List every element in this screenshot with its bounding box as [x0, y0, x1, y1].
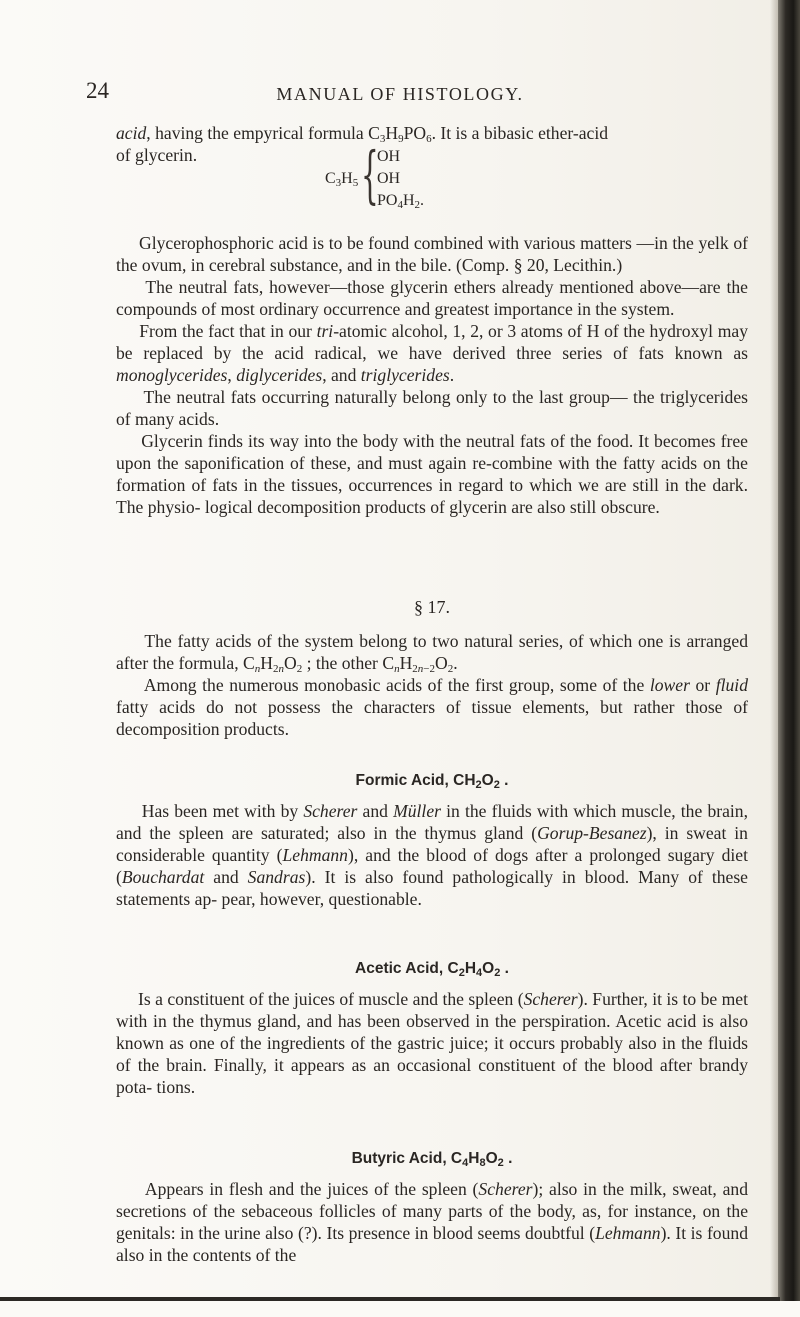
heading-formic-acid: Formic Acid, $CH_2O_2$ . [355, 772, 509, 791]
body-text-1: Glycerophosphoric acid is to be found combined with various matters —in the yelk of the ovum, in cerebral substance, and in the bile. (Comp. § 20, Lecithin.) The neutral fats, however—those glycerin ethers already mentioned above—are the compounds of most ordinary occurrence and greatest importance in the system. From the fact that in our tri-atomic alcohol, 1, 2, or 3 atoms of H of the hydroxyl may be replaced by the acid radical, we have derived three series of fats known as monoglycerides, diglycerides, and triglycerides. The neutral fats occurring naturally belong only to the last group— the triglycerides of many acids. Glycerin finds its way into the body with the neutral fats of the food. It becomes free upon the saponification of these, and must again re-combine with the fatty acids on the formation of fats in the tissues, occurrences in regard to which we are still in the dark. The physio- logical decomposition products of glycerin are also still obscure. [116, 233, 748, 517]
formula-row: OH [377, 170, 401, 187]
body-text-2: The fatty acids of the system belong to two natural series, of which one is arranged after the formula, $C_nH_{2n}O_2$ ; the other $C_nH_{2n-2}O_2$. Among the numerous monobasic acids of the first group, some of the lower or fluid fatty acids do not possess the characters of tissue elements, but rather those of decomposition products. [116, 631, 748, 739]
page-number: 24 [86, 78, 109, 103]
paragraph-butyric: Appears in flesh and the juices of the spleen (Scherer); also in the milk, sweat, and secretions of the sebaceous follicles of many parts of the body, as, for instance, on the genitals: in the urine also (?). Its presence in blood seems doubtful (Lehmann). It is found also in the contents of the [116, 1179, 748, 1265]
paragraph-intro: acid, having the empyrical formula $C_3H_9PO_6$. It is a bibasic ether-acid of glycerin. [116, 123, 609, 165]
heading-acetic-acid: Acetic Acid, $C_2H_4O_2$ . [355, 960, 509, 979]
section-number: § 17. [414, 597, 450, 617]
formula-row: $PO_4H_2$. [377, 192, 425, 211]
formula-radical: $C_3H_5$ [325, 170, 359, 189]
paragraph-acetic: Is a constituent of the juices of muscle and the spleen (Scherer). Further, it is to be met with in the thymus gland, and has been observed in the perspiration. Acetic acid is also known as one of the ingredients of the gastric juice; it occurs probably also in the fluids of the brain. Finally, it appears as an occasional constituent of the blood after brandy pota- tions. [116, 989, 748, 1097]
page-margin-bottom [0, 1301, 800, 1317]
paragraph-formic: Has been met with by Scherer and Müller in the fluids with which muscle, the brain, and the spleen are saturated; also in the thymus gland (Gorup-Besanez), in sweat in considerable quantity (Lehmann), and the blood of dogs after a prolonged sugary diet (Bouchardat and Sandras). It is also found pathologically in blood. Many of these statements ap- pear, however, questionable. [116, 801, 748, 909]
formula-row: OH [377, 148, 401, 165]
formula-brace: { [361, 138, 379, 211]
page-edge [778, 0, 800, 1317]
running-title: MANUAL OF HISTOLOGY. [276, 84, 524, 104]
heading-butyric-acid: Butyric Acid, $C_4H_8O_2$ . [351, 1150, 513, 1169]
glycerophosphoric-formula [325, 138, 505, 214]
